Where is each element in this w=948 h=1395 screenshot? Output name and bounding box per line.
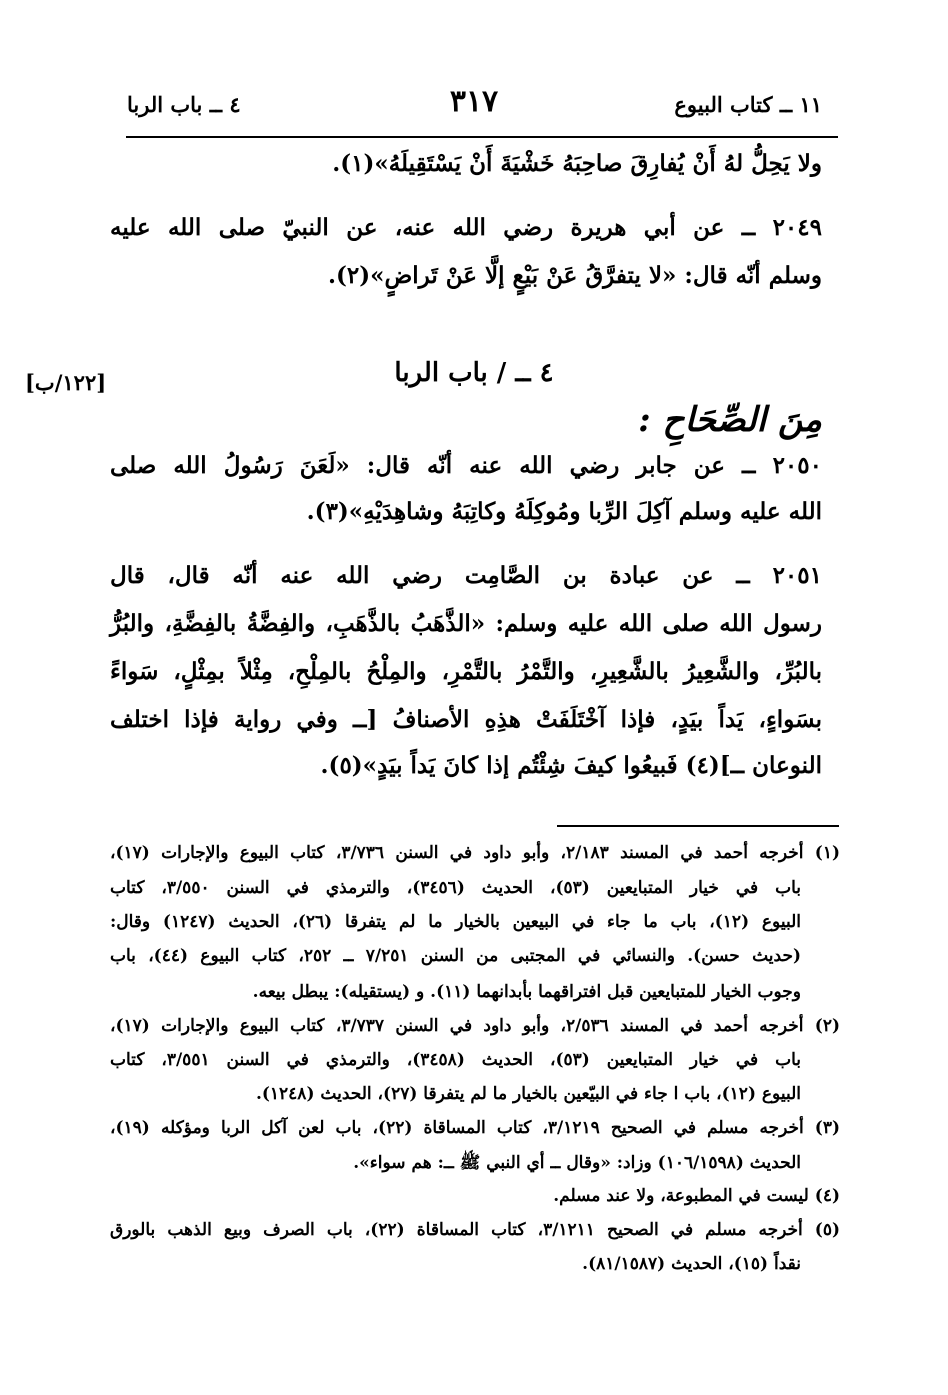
hadith-2050-line: الله عليه وسلم آكِلَ الرِّبا ومُوكِلَهُ وكاتِبَهُ وشاهِدَيْهِ»(٣). — [306, 498, 822, 525]
footnote-5-line: (٥) أخرجه مسلم في الصحيح ٣/١٢١١، كتاب المساقاة (٢٢)، باب الصرف وبيع الذهب بالورق — [110, 1220, 841, 1240]
footnote-1-line: (حديث حسن). والنسائي في المجتبى من السنن ٧/٢٥١ ــ ٢٥٢، كتاب البيوع (٤٤)، باب — [110, 946, 801, 966]
footnote-rule — [557, 825, 839, 827]
footnote-5-line: نقداً (١٥)، الحديث (٨١/١٥٨٧). — [582, 1254, 801, 1274]
footnote-1-line: البيوع (١٢)، باب ما جاء في البيعين بالخيار ما لم يتفرقا (٢٦)، الحديث (١٢٤٧) وقال: — [110, 912, 801, 932]
footnote-2-line: باب في خيار المتبايعين (٥٣)، الحديث (٣٤٥٨)، والترمذي في السنن ٣/٥٥١، كتاب — [110, 1050, 801, 1070]
hadith-2051-line: النوعان ــ](٤) فَبيعُوا كيفَ شِئْتُم إذا كانَ يَداً بيَدٍ»(٥). — [320, 752, 822, 779]
footnote-1-line: باب في خيار المتبايعين (٥٣)، الحديث (٣٤٥٦)، والترمذي في السنن ٣/٥٥٠، كتاب — [110, 878, 801, 898]
hadith-2051-line: بسَواءٍ، يَداً بيَدٍ، فإذا آخْتَلَفَتْ هذِهِ الأصنافُ [ــ وفي رواية فإذا اختلف — [110, 706, 822, 733]
footnote-3-line: (٣) أخرجه مسلم في الصحيح ٣/١٢١٩، كتاب المساقاة (٢٢)، باب لعن آكل الربا ومؤكله (١٩)، — [110, 1118, 841, 1138]
hadith-2049-line: وسلم أنّه قال: «لا يتفرَّقُ عَنْ بَيْعٍ إلَّا عَنْ تَراضٍ»(٢). — [327, 262, 822, 289]
hadith-2050-line: ٢٠٥٠ ــ عن جابر رضي الله عنه أنّه قال: «لَعَنَ رَسُولُ الله صلى — [110, 452, 822, 479]
text-line: ولا يَحِلُّ لهُ أَنْ يُفارِقَ صاحِبَهُ خَشْيَةَ أَنْ يَسْتَقِيلَهُ»(١). — [332, 150, 822, 177]
hadith-2051-line: ٢٠٥١ ــ عن عبادة بن الصَّامِت رضي الله عنه أنّه قال، قال — [110, 562, 822, 589]
page-number: ٣١٧ — [449, 84, 499, 119]
chapter-heading: ٤ ــ / باب الربا — [394, 358, 554, 388]
hadith-2049-line: ٢٠٤٩ ــ عن أبي هريرة رضي الله عنه، عن النبيّ صلى الله عليه — [110, 214, 822, 241]
footnote-1-line: (١) أخرجه أحمد في المسند ٢/١٨٣، وأبو داود في السنن ٣/٧٣٦، كتاب البيوع والإجارات (١٧)، — [110, 843, 840, 863]
header-rule — [126, 136, 838, 138]
footnote-2-line: البيوع (١٢)، باب ا جاء في البيّعين بالخيار ما لم يتفرقا (٢٧)، الحديث (١٢٤٨). — [255, 1084, 801, 1104]
hadith-2051-line: رسول الله صلى الله عليه وسلم: «الذَّهَبُ بالذَّهَبِ، والفِضَّةُ بالفِضَّةِ، والبُرُّ — [110, 610, 822, 637]
footnote-3-line: الحديث (١٠٦/١٥٩٨) وزاد: «وقال ــ أي النبي ﷺ ــ: هم سواء». — [353, 1153, 801, 1173]
hadith-2051-line: بالبُرِّ، والشَّعِيرُ بالشَّعِيرِ، والتَّمْرُ بالتَّمْرِ، والمِلْحُ بالمِلْحِ، مِثْلاً بمِثْلٍ، سَواءً — [110, 658, 822, 685]
footnote-4-line: (٤) ليست في المطبوعة، ولا عند مسلم. — [553, 1186, 840, 1206]
section-label: مِنَ الصِّحَاحِ : — [638, 400, 822, 440]
running-head-book: ١١ ــ كتاب البيوع — [674, 92, 822, 117]
footnote-2-line: (٢) أخرجه أحمد في المسند ٢/٥٣٦، وأبو داود في السنن ٣/٧٣٧، كتاب البيوع والإجارات (١٧)، — [110, 1016, 840, 1036]
manuscript-folio-ref: [١٢٢/ب] — [25, 370, 107, 395]
footnote-1-line: وجوب الخيار للمتبايعين قبل افتراقهما بأبدانهما (١١). و (يستقيله): يبطل بيعه. — [252, 982, 801, 1002]
running-head-chapter: ٤ ــ باب الربا — [127, 92, 241, 117]
